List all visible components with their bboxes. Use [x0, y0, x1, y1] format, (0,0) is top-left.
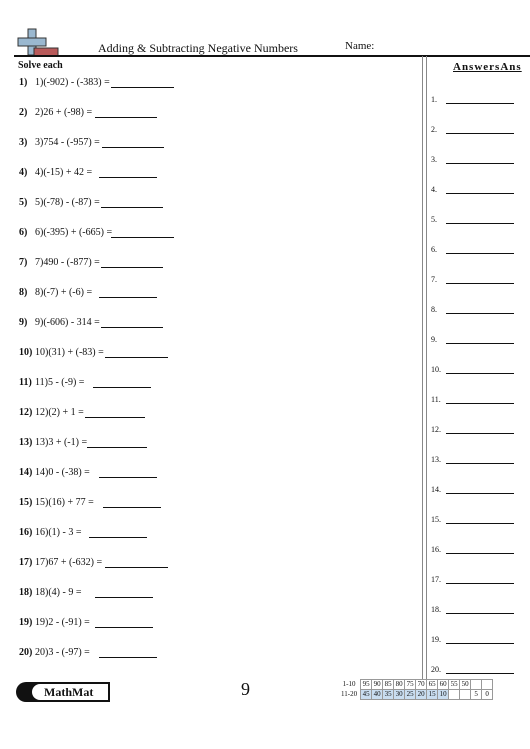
- answer-blank[interactable]: [89, 537, 147, 538]
- answer-line[interactable]: [446, 613, 514, 614]
- score-cell: 80: [395, 680, 403, 688]
- score-table: [340, 679, 493, 700]
- problem-expression: 12)(2) + 1 =: [35, 407, 84, 418]
- problem-expression: 18)(4) - 9 =: [35, 587, 82, 598]
- problem-item: [19, 377, 85, 391]
- problem-expression: 17)67 + (-632) =: [35, 557, 103, 568]
- answer-label: 16.: [431, 545, 441, 554]
- answer-blank[interactable]: [99, 657, 157, 658]
- answer-item: [431, 95, 437, 104]
- problem-item: [19, 407, 84, 421]
- header-rule: [14, 55, 530, 57]
- answer-blank[interactable]: [101, 267, 163, 268]
- score-range-label: 1-10: [342, 680, 356, 688]
- problem-expression: 13)3 + (-1) =: [35, 437, 88, 448]
- problem-number: 10): [19, 347, 33, 358]
- answer-label: 4.: [431, 185, 437, 194]
- problem-number: 20): [19, 647, 33, 658]
- answer-blank[interactable]: [103, 507, 161, 508]
- problem-expression: 2)26 + (-98) =: [35, 107, 93, 118]
- problem-item: [19, 437, 88, 451]
- problem-item: [19, 467, 90, 481]
- score-cell: 30: [395, 690, 403, 698]
- problem-expression: 19)2 - (-91) =: [35, 617, 90, 628]
- answer-line[interactable]: [446, 373, 514, 374]
- answer-label: 14.: [431, 485, 441, 494]
- answer-blank[interactable]: [93, 387, 151, 388]
- answer-label: 11.: [431, 395, 441, 404]
- answer-item: [431, 155, 437, 164]
- score-cell: 70: [417, 680, 425, 688]
- answer-blank[interactable]: [105, 567, 168, 568]
- problem-expression: 14)0 - (-38) =: [35, 467, 90, 478]
- answer-line[interactable]: [446, 403, 514, 404]
- answer-label: 18.: [431, 605, 441, 614]
- answer-blank[interactable]: [111, 237, 174, 238]
- problem-expression: 11)5 - (-9) =: [35, 377, 85, 388]
- problem-number: 4): [19, 167, 28, 178]
- answer-blank[interactable]: [99, 177, 157, 178]
- answer-label: 20.: [431, 665, 441, 674]
- problem-number: 1): [19, 77, 28, 88]
- answer-label: 13.: [431, 455, 441, 464]
- score-cell: 95: [362, 680, 370, 688]
- score-cell: 60: [439, 680, 447, 688]
- problem-item: [19, 257, 100, 271]
- answer-item: [431, 365, 441, 374]
- name-label: Name:: [345, 40, 375, 52]
- answer-item: [431, 395, 441, 404]
- score-cell: 10: [439, 690, 447, 698]
- answer-line[interactable]: [446, 313, 514, 314]
- answer-blank[interactable]: [85, 417, 145, 418]
- problem-expression: 10)(31) + (-83) =: [35, 347, 104, 358]
- answer-item: [431, 575, 441, 584]
- score-cell: 0: [482, 690, 493, 700]
- answer-item: [431, 215, 437, 224]
- answer-label: 12.: [431, 425, 441, 434]
- problem-number: 9): [19, 317, 28, 328]
- score-cell: [460, 690, 471, 700]
- score-cell: [449, 690, 460, 700]
- answer-blank[interactable]: [95, 597, 153, 598]
- problem-expression: 4)(-15) + 42 =: [35, 167, 93, 178]
- answer-line[interactable]: [446, 253, 514, 254]
- problem-expression: 15)(16) + 77 =: [35, 497, 94, 508]
- answer-line[interactable]: [446, 463, 514, 464]
- answers-title: AnswersAns: [453, 61, 522, 73]
- answer-blank[interactable]: [101, 327, 163, 328]
- brand-name: MathMat: [32, 684, 108, 700]
- answer-label: 7.: [431, 275, 437, 284]
- score-cell: 35: [384, 690, 392, 698]
- answer-item: [431, 275, 437, 284]
- answer-item: [431, 665, 441, 674]
- answer-blank[interactable]: [111, 87, 174, 88]
- problem-number: 15): [19, 497, 33, 508]
- problem-number: 11): [19, 377, 32, 388]
- answer-label: 10.: [431, 365, 441, 374]
- answer-item: [431, 635, 441, 644]
- score-cell: 50: [461, 680, 469, 688]
- answer-label: 2.: [431, 125, 437, 134]
- answer-line[interactable]: [446, 433, 514, 434]
- score-cell: 85: [384, 680, 392, 688]
- answer-label: 17.: [431, 575, 441, 584]
- problem-item: [19, 77, 110, 91]
- answer-item: [431, 455, 441, 464]
- score-cell: 15: [428, 690, 436, 698]
- answer-item: [431, 185, 437, 194]
- answer-blank[interactable]: [105, 357, 168, 358]
- problem-item: [19, 557, 103, 571]
- answer-item: [431, 605, 441, 614]
- problem-number: 5): [19, 197, 28, 208]
- answer-item: [431, 305, 437, 314]
- answer-line[interactable]: [446, 163, 514, 164]
- problem-number: 12): [19, 407, 33, 418]
- score-cell: 25: [406, 690, 414, 698]
- problem-number: 2): [19, 107, 28, 118]
- answer-line[interactable]: [446, 133, 514, 134]
- score-cell: [482, 680, 493, 690]
- answer-blank[interactable]: [87, 447, 147, 448]
- score-row: [340, 690, 493, 700]
- problem-number: 18): [19, 587, 33, 598]
- answer-line[interactable]: [446, 343, 514, 344]
- score-cell: 65: [428, 680, 436, 688]
- answer-item: [431, 425, 441, 434]
- answer-item: [431, 125, 437, 134]
- problem-expression: 16)(1) - 3 =: [35, 527, 82, 538]
- worksheet-title: Adding & Subtracting Negative Numbers: [98, 41, 298, 55]
- answer-line[interactable]: [446, 673, 514, 674]
- answer-line[interactable]: [446, 583, 514, 584]
- answer-item: [431, 335, 437, 344]
- answer-label: 8.: [431, 305, 437, 314]
- score-cell: 55: [450, 680, 458, 688]
- answer-label: 6.: [431, 245, 437, 254]
- problem-number: 3): [19, 137, 28, 148]
- problem-item: [19, 497, 94, 511]
- problem-item: [19, 527, 82, 541]
- column-divider: [422, 56, 423, 680]
- page-number: 9: [241, 679, 250, 699]
- problem-number: 7): [19, 257, 28, 268]
- score-cell: 40: [373, 690, 381, 698]
- problem-item: [19, 617, 90, 631]
- score-range-label: 11-20: [341, 690, 358, 698]
- answer-label: 3.: [431, 155, 437, 164]
- problem-item: [19, 587, 82, 601]
- problem-expression: 7)490 - (-877) =: [35, 257, 100, 268]
- answer-line[interactable]: [446, 103, 514, 104]
- score-cell: 45: [362, 690, 370, 698]
- answer-item: [431, 545, 441, 554]
- answer-item: [431, 515, 441, 524]
- answer-line[interactable]: [446, 553, 514, 554]
- problem-item: [19, 347, 104, 361]
- problem-item: [19, 227, 113, 241]
- answer-line[interactable]: [446, 193, 514, 194]
- answer-label: 15.: [431, 515, 441, 524]
- instruction-text: Solve each: [18, 60, 63, 71]
- problem-item: [19, 107, 93, 121]
- answer-blank[interactable]: [99, 477, 157, 478]
- answer-item: [431, 485, 441, 494]
- problem-item: [19, 167, 93, 181]
- answer-label: 5.: [431, 215, 437, 224]
- answer-label: 19.: [431, 635, 441, 644]
- score-cell: 20: [417, 690, 425, 698]
- plus-minus-logo-icon: [14, 28, 60, 58]
- problem-expression: 9)(-606) - 314 =: [35, 317, 100, 328]
- answer-blank[interactable]: [101, 207, 163, 208]
- answer-label: 9.: [431, 335, 437, 344]
- problem-expression: 5)(-78) - (-87) =: [35, 197, 100, 208]
- answer-line[interactable]: [446, 223, 514, 224]
- brand-logo: [16, 682, 110, 702]
- problem-item: [19, 137, 100, 151]
- answer-blank[interactable]: [102, 147, 164, 148]
- answer-blank[interactable]: [99, 297, 157, 298]
- problem-number: 13): [19, 437, 33, 448]
- problem-item: [19, 317, 100, 331]
- answer-line[interactable]: [446, 523, 514, 524]
- answer-blank[interactable]: [95, 627, 153, 628]
- problem-expression: 8)(-7) + (-6) =: [35, 287, 93, 298]
- problem-expression: 6)(-395) + (-665) =: [35, 227, 113, 238]
- problem-item: [19, 647, 90, 661]
- answer-line[interactable]: [446, 493, 514, 494]
- answer-label: 1.: [431, 95, 437, 104]
- problem-number: 19): [19, 617, 33, 628]
- answer-blank[interactable]: [95, 117, 157, 118]
- answer-line[interactable]: [446, 283, 514, 284]
- problem-number: 6): [19, 227, 28, 238]
- problem-item: [19, 197, 100, 211]
- problem-expression: 20)3 - (-97) =: [35, 647, 90, 658]
- problem-number: 16): [19, 527, 33, 538]
- column-divider: [426, 56, 427, 680]
- problem-number: 8): [19, 287, 28, 298]
- problem-item: [19, 287, 93, 301]
- problem-number: 17): [19, 557, 33, 568]
- score-cell: [471, 680, 482, 690]
- answer-line[interactable]: [446, 643, 514, 644]
- score-row: [340, 680, 493, 690]
- score-cell: 75: [406, 680, 414, 688]
- answer-item: [431, 245, 437, 254]
- problem-expression: 3)754 - (-957) =: [35, 137, 100, 148]
- score-cell: 5: [471, 690, 482, 700]
- problem-number: 14): [19, 467, 33, 478]
- score-cell: 90: [373, 680, 381, 688]
- problem-expression: 1)(-902) - (-383) =: [35, 77, 110, 88]
